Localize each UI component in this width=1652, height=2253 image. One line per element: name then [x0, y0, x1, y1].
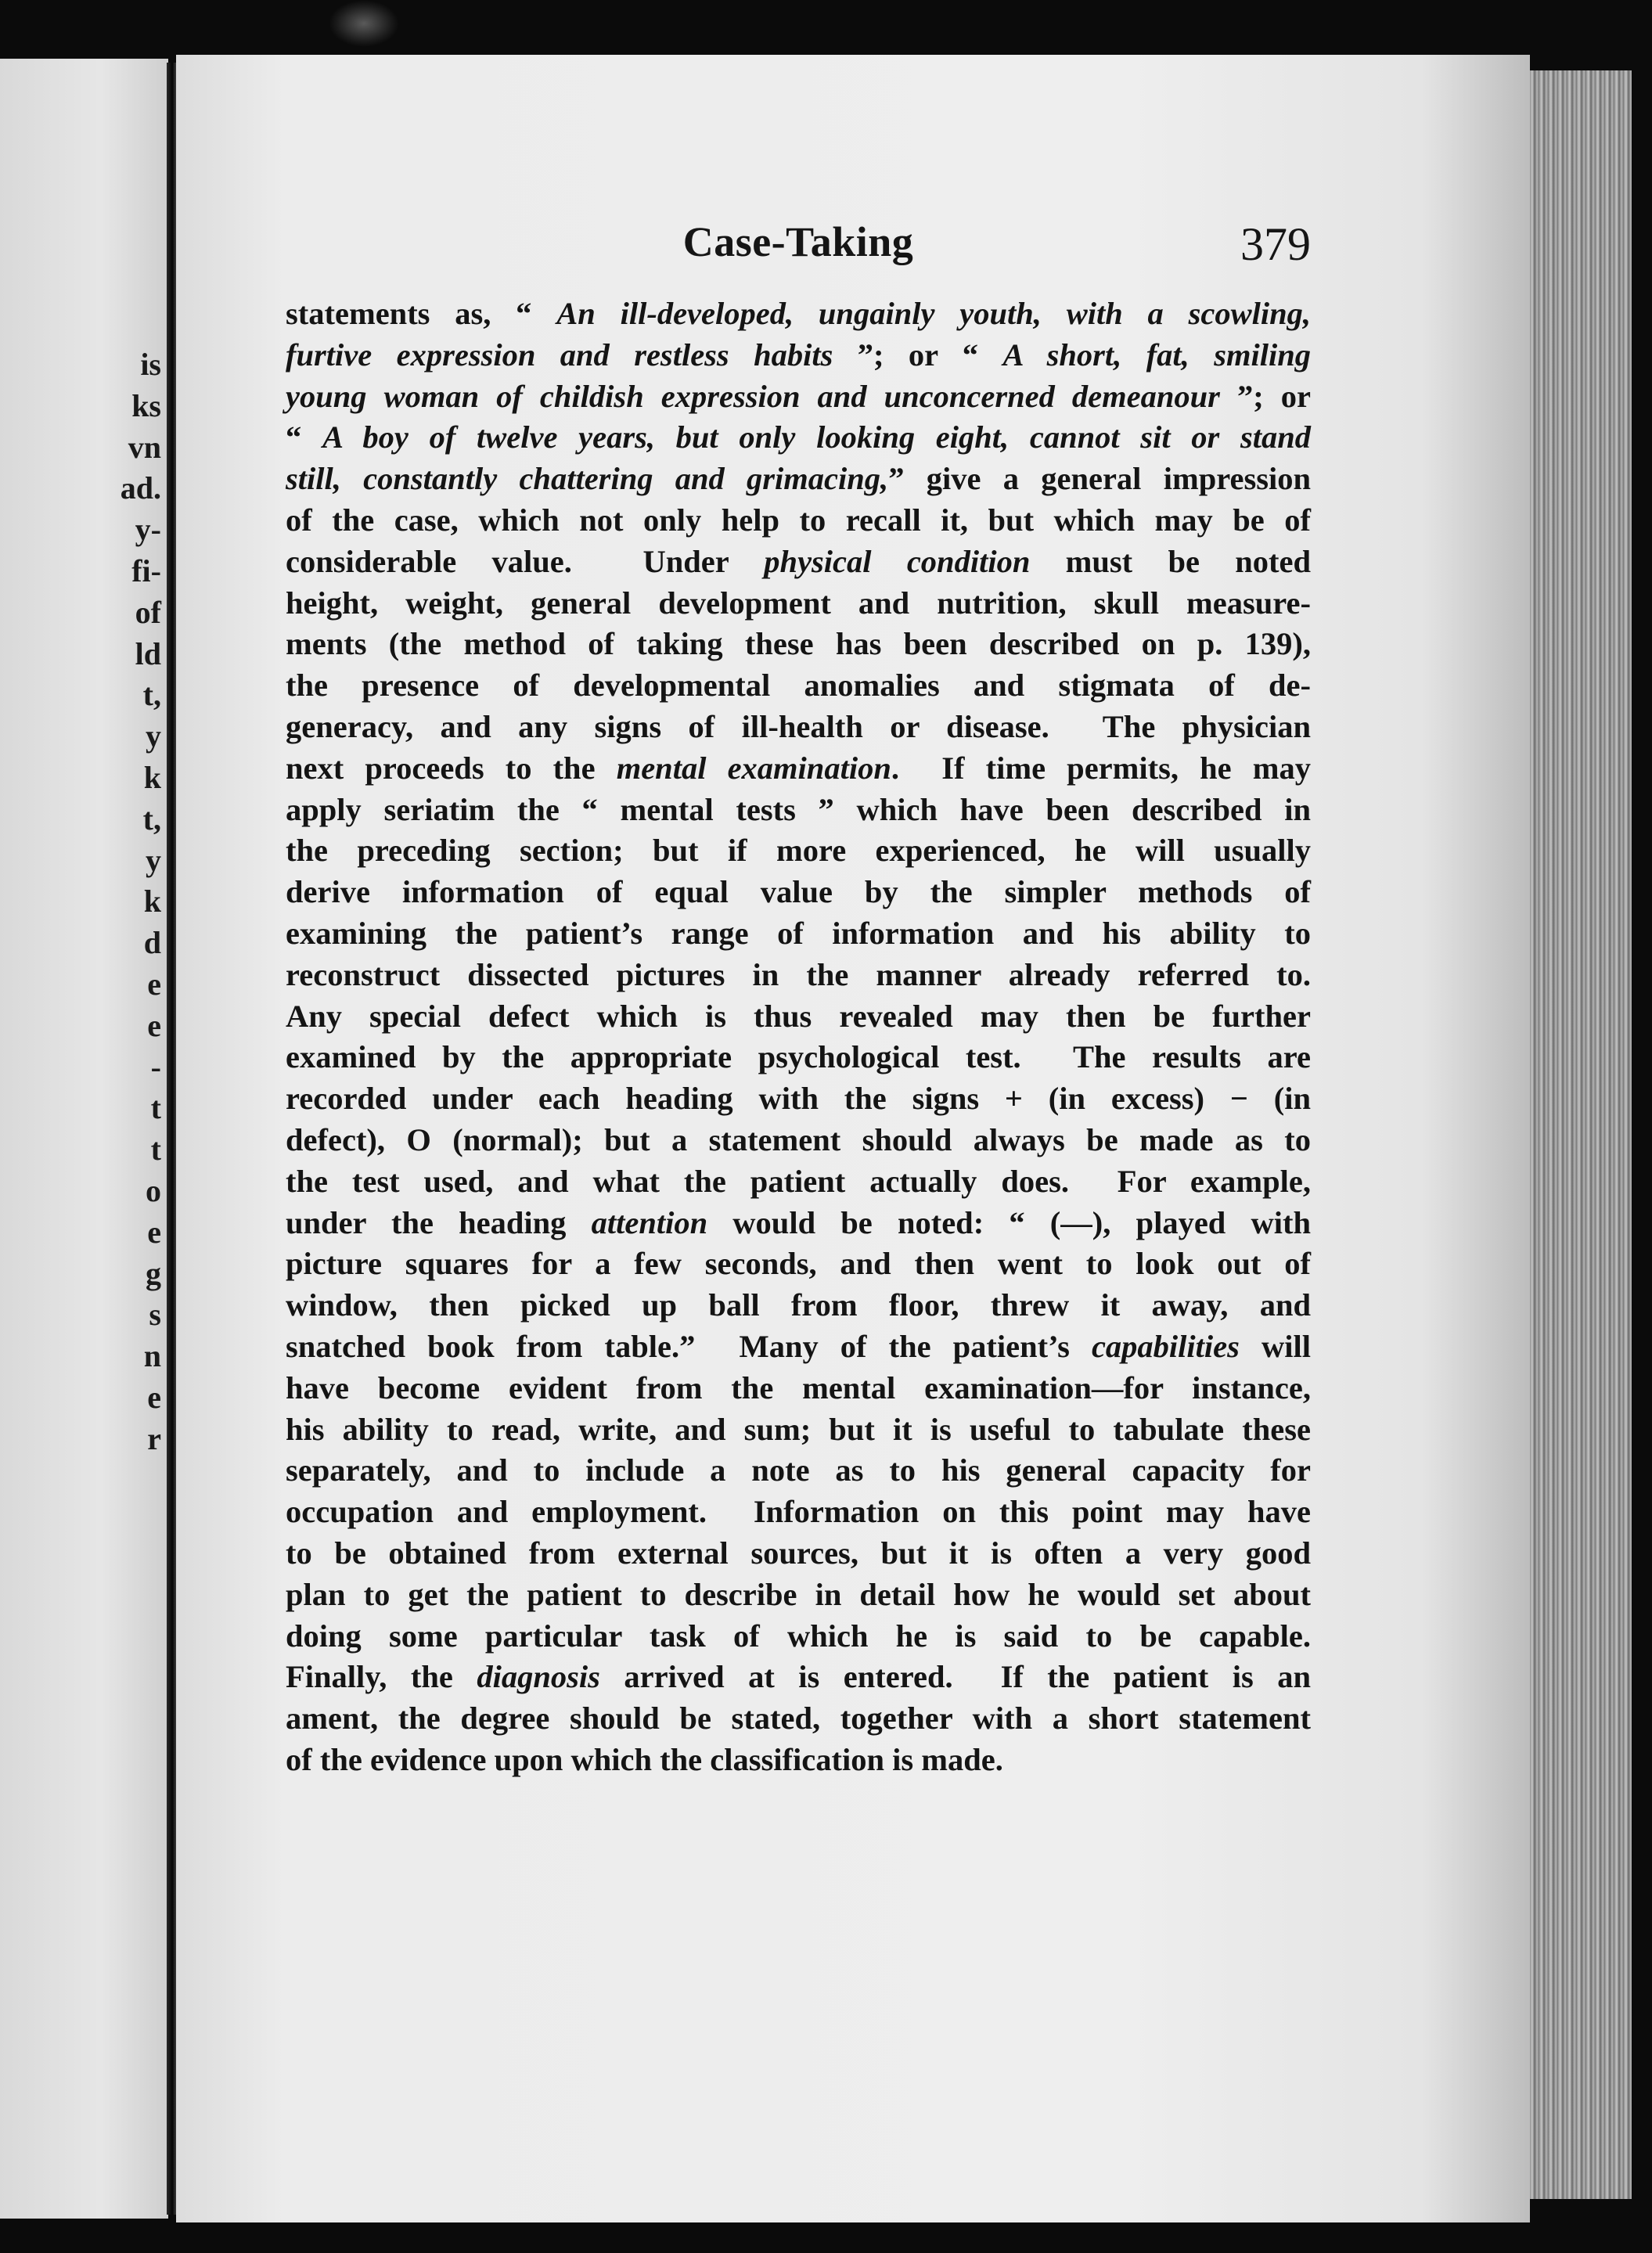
- text-line: [286, 624, 1311, 665]
- text-segment: “: [286, 419, 322, 455]
- text-segment: ament, the degree should be stated, together with a short statement: [286, 1701, 1311, 1737]
- text-segment: ”; or “: [833, 337, 1003, 373]
- text-line: [286, 790, 1311, 831]
- facing-page-fragment: s: [149, 1297, 161, 1333]
- text-segment: considerable value. Under: [286, 543, 765, 579]
- italic-segment: diagnosis: [477, 1659, 600, 1695]
- text-segment: the preceding section; but if more experienced, he will usually: [286, 833, 1311, 869]
- text-segment: recorded under each heading with the signs + (in excess) − (in: [286, 1081, 1311, 1117]
- text-segment: examining the patient’s range of information and his ability to: [286, 915, 1311, 951]
- text-line: [286, 542, 1311, 583]
- facing-page-fragment: k: [143, 759, 161, 795]
- text-segment: to be obtained from external sources, but it is often a very good: [286, 1535, 1311, 1571]
- italic-segment: A boy of twelve years, but only looking eight, cannot sit or stand: [322, 419, 1311, 455]
- text-segment: defect), O (normal); but a statement should always be made as to: [286, 1121, 1311, 1157]
- text-line: [286, 1492, 1311, 1533]
- facing-page-fragment: ld: [135, 635, 161, 671]
- text-segment: ” give a general impression: [888, 461, 1311, 497]
- italic-segment: An ill-developed, ungainly youth, with a scowling,: [556, 296, 1311, 331]
- text-segment: next proceeds to the: [286, 750, 617, 786]
- facing-page-fragment: ad.: [120, 470, 161, 506]
- facing-page-fragment: d: [143, 925, 161, 961]
- text-segment: ”; or: [1219, 378, 1311, 414]
- text-line: [286, 665, 1311, 707]
- italic-segment: mental examination: [616, 750, 891, 786]
- facing-page-fragment: t: [150, 1132, 161, 1168]
- text-segment: separately, and to include a note as to his general capacity for: [286, 1452, 1311, 1488]
- facing-page-fragment: e: [147, 1007, 161, 1043]
- text-segment: of the evidence upon which the classification is made.: [286, 1741, 1003, 1777]
- text-line: [286, 1285, 1311, 1326]
- text-line: [286, 1243, 1311, 1285]
- facing-page-fragment: of: [135, 594, 161, 630]
- facing-page: [0, 59, 168, 2219]
- facing-page-fragment: y: [146, 842, 161, 878]
- facing-page-fragment: is: [140, 347, 161, 382]
- text-segment: the presence of developmental anomalies and stigmata of de-: [286, 668, 1311, 704]
- text-line: [286, 955, 1311, 996]
- text-line: [286, 376, 1311, 418]
- facing-page-fragment: t,: [142, 677, 161, 713]
- text-segment: Any special defect which is thus revealed may then be further: [286, 998, 1311, 1034]
- facing-page-fragment: e: [147, 1379, 161, 1415]
- text-line: [286, 417, 1311, 459]
- text-segment: . If time permits, he may: [891, 750, 1311, 786]
- text-line: [286, 913, 1311, 955]
- text-segment: generacy, and any signs of ill-health or disease. The physician: [286, 708, 1311, 744]
- italic-segment: young woman of childish expression and unconcerned demeanour: [286, 378, 1220, 414]
- text-line: [286, 748, 1311, 790]
- facing-page-fragment: g: [146, 1255, 161, 1291]
- text-line: [286, 1616, 1311, 1657]
- text-line: [286, 335, 1311, 376]
- text-line: [286, 1326, 1311, 1368]
- text-segment: would be noted: “ (—), played with: [707, 1204, 1311, 1240]
- running-title: Case-Taking: [682, 218, 914, 265]
- text-segment: derive information of equal value by the simpler methods of: [286, 874, 1311, 910]
- text-line: [286, 1078, 1311, 1120]
- facing-page-text: [5, 344, 161, 1460]
- text-line: [286, 1450, 1311, 1492]
- text-line: [286, 500, 1311, 542]
- text-line: [286, 1533, 1311, 1575]
- italic-segment: still, constantly chattering and grimacing,: [286, 461, 889, 497]
- facing-page-fragment: ks: [131, 387, 161, 423]
- text-segment: examined by the appropriate psychological test. The results are: [286, 1039, 1311, 1075]
- text-segment: apply seriatim the “ mental tests ” which have been described in: [286, 791, 1311, 827]
- page-header: [286, 218, 1311, 280]
- text-segment: Finally, the: [286, 1659, 477, 1695]
- text-segment: under the heading: [286, 1204, 592, 1240]
- text-line: [286, 293, 1311, 335]
- body-text: [286, 293, 1311, 1781]
- italic-segment: attention: [591, 1204, 708, 1240]
- text-segment: snatched book from table.” Many of the patient’s: [286, 1328, 1092, 1364]
- text-line: [286, 1037, 1311, 1078]
- book-gutter: [167, 63, 176, 2215]
- facing-page-fragment: e: [147, 1214, 161, 1250]
- text-segment: must be noted: [1030, 543, 1311, 579]
- facing-page-fragment: y-: [135, 512, 161, 548]
- text-line: [286, 1575, 1311, 1616]
- text-segment: ments (the method of taking these has been described on p. 139),: [286, 626, 1311, 662]
- facing-page-fragment: r: [147, 1420, 161, 1456]
- text-segment: doing some particular task of which he is said to be capable.: [286, 1618, 1311, 1654]
- text-segment: statements as, “: [286, 296, 557, 331]
- text-line: [286, 830, 1311, 872]
- text-segment: reconstruct dissected pictures in the manner already referred to.: [286, 956, 1311, 992]
- text-segment: of the case, which not only help to recall it, but which may be of: [286, 502, 1311, 538]
- facing-page-fragment: y: [146, 718, 161, 754]
- text-segment: plan to get the patient to describe in detail how he would set about: [286, 1576, 1311, 1612]
- text-line: [286, 872, 1311, 913]
- facing-page-fragment: e: [147, 966, 161, 1002]
- text-line: [286, 707, 1311, 748]
- text-line: [286, 1203, 1311, 1244]
- text-segment: the test used, and what the patient actually does. For example,: [286, 1163, 1311, 1199]
- facing-page-fragment: -: [150, 1049, 161, 1085]
- facing-page-fragment: fi-: [131, 552, 161, 588]
- text-segment: window, then picked up ball from floor, threw it away, and: [286, 1287, 1311, 1323]
- text-line: [286, 1161, 1311, 1203]
- scan-smudge: [329, 0, 399, 47]
- facing-page-fragment: t,: [142, 801, 161, 837]
- facing-page-fragment: t: [150, 1090, 161, 1126]
- text-segment: have become evident from the mental examination—for instance,: [286, 1369, 1311, 1405]
- italic-segment: capabilities: [1091, 1328, 1240, 1364]
- text-segment: occupation and employment. Information on this point may have: [286, 1494, 1311, 1530]
- italic-segment: furtive expression and restless habits: [286, 337, 833, 373]
- facing-page-fragment: vn: [128, 429, 161, 465]
- text-line: [286, 996, 1311, 1038]
- italic-segment: physical condition: [764, 543, 1031, 579]
- facing-page-fragment: n: [143, 1338, 161, 1374]
- text-line: [286, 1740, 1311, 1781]
- text-line: [286, 583, 1311, 624]
- text-line: [286, 1409, 1311, 1451]
- text-line: [286, 1657, 1311, 1698]
- text-segment: picture squares for a few seconds, and then went to look out of: [286, 1246, 1311, 1282]
- text-line: [286, 1120, 1311, 1161]
- text-segment: arrived at is entered. If the patient is an: [599, 1659, 1311, 1695]
- text-line: [286, 1698, 1311, 1740]
- page-number: 379: [1240, 218, 1311, 270]
- text-segment: height, weight, general development and nutrition, skull measure-: [286, 585, 1311, 621]
- page-block-edges: [1530, 70, 1632, 2199]
- italic-segment: A short, fat, smiling: [1002, 337, 1311, 373]
- text-line: [286, 459, 1311, 500]
- text-segment: his ability to read, write, and sum; but it is useful to tabulate these: [286, 1411, 1311, 1447]
- text-line: [286, 1368, 1311, 1409]
- facing-page-fragment: o: [146, 1172, 161, 1208]
- text-segment: will: [1239, 1328, 1311, 1364]
- facing-page-fragment: k: [143, 884, 161, 920]
